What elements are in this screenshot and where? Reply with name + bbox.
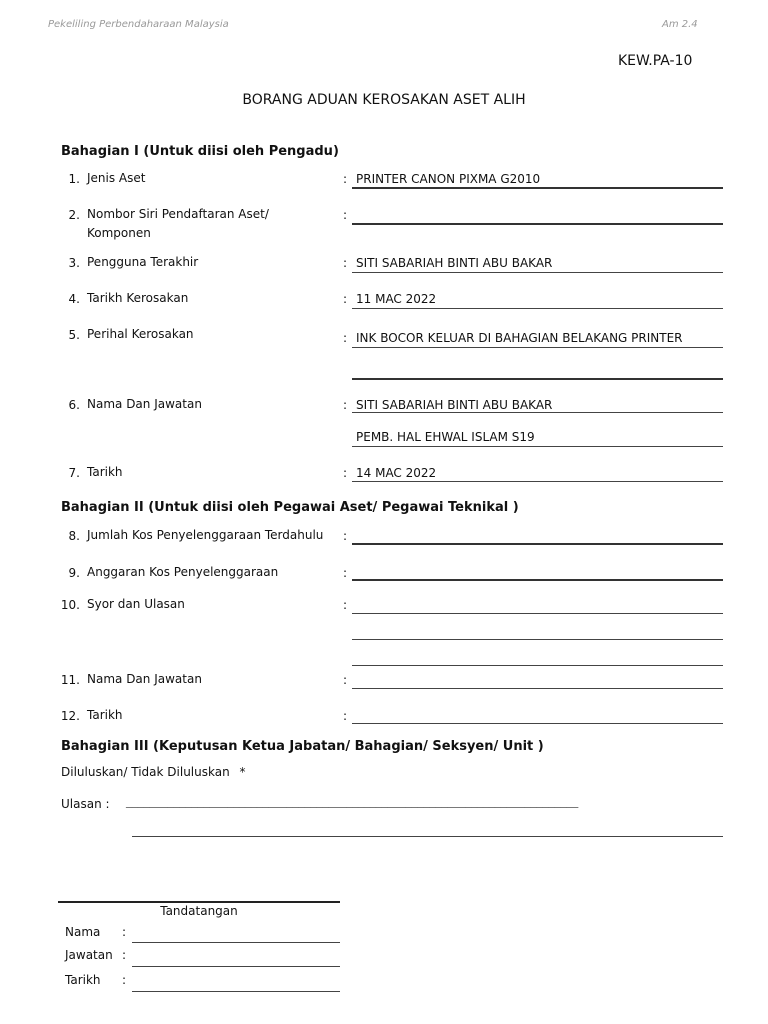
anggaran-kos-line	[352, 579, 723, 581]
item-label: Syor dan Ulasan	[87, 597, 185, 611]
colon: :	[122, 948, 127, 962]
perihal-line	[352, 347, 723, 348]
syor-line-1	[352, 613, 723, 614]
colon: :	[122, 925, 127, 939]
section3-heading: Bahagian III (Keputusan Ketua Jabatan/ Bahagian/ Seksyen/ Unit )	[61, 739, 544, 754]
item-label: Perihal Kerosakan	[87, 327, 194, 341]
item-label: Jumlah Kos Penyelenggaraan Terdahulu	[87, 528, 324, 542]
item-number: 11.	[60, 673, 80, 687]
ulasan-line-2	[132, 836, 723, 837]
colon: :	[343, 566, 348, 580]
decision-label: Diluluskan/ Tidak Diluluskan	[61, 765, 230, 779]
item-number: 5.	[68, 328, 80, 342]
ulasan-label: Ulasan :	[61, 797, 110, 811]
tarikh-kerosakan-line	[352, 308, 723, 309]
item-number: 2.	[68, 208, 80, 222]
asterisk: *	[239, 765, 246, 779]
tarikh-line	[352, 481, 723, 482]
ulasan-underscores: ____________________________________________________________________________	[126, 794, 579, 808]
item-label-line2: Komponen	[87, 226, 151, 240]
item-label: Tarikh	[87, 708, 123, 722]
perihal-value: INK BOCOR KELUAR DI BAHAGIAN BELAKANG PRINTER	[356, 331, 683, 345]
item-label: Pengguna Terakhir	[87, 255, 199, 269]
item-number: 7.	[68, 466, 80, 480]
sig-jawatan-line	[132, 966, 340, 967]
syor-line-3	[352, 665, 723, 666]
colon: :	[343, 208, 348, 222]
item-label-line1: Nombor Siri Pendaftaran Aset/	[87, 207, 269, 221]
colon: :	[343, 292, 348, 306]
form-code: KEW.PA-10	[618, 53, 693, 69]
item-label: Tarikh Kerosakan	[87, 291, 189, 305]
nama-line	[352, 412, 723, 413]
form-title: BORANG ADUAN KEROSAKAN ASET ALIH	[242, 92, 526, 108]
colon: :	[343, 256, 348, 270]
item-number: 4.	[68, 292, 80, 306]
header-right-text: Am 2.4	[662, 19, 698, 30]
nama-value: SITI SABARIAH BINTI ABU BAKAR	[356, 398, 553, 412]
jawatan-line	[352, 446, 723, 447]
item-label: Jenis Aset	[87, 171, 146, 185]
colon: :	[343, 598, 348, 612]
item-number: 10.	[60, 598, 80, 612]
item-label: Nama Dan Jawatan	[87, 397, 202, 411]
colon: :	[343, 529, 348, 543]
nombor-siri-line	[352, 223, 723, 225]
decision-text	[61, 765, 246, 779]
colon: :	[343, 172, 348, 186]
nama-jawatan-line	[352, 688, 723, 689]
header-left-text: Pekeliling Perbendaharaan Malaysia	[48, 19, 229, 30]
section2-heading: Bahagian II (Untuk diisi oleh Pegawai Aset/ Pegawai Teknikal )	[61, 500, 519, 515]
tarikh-2-line	[352, 723, 723, 724]
item-number: 9.	[68, 566, 80, 580]
colon: :	[343, 398, 348, 412]
tarikh-value: 14 MAC 2022	[356, 466, 437, 480]
jenis-aset-value: PRINTER CANON PIXMA G2010	[356, 172, 541, 186]
sig-tarikh-label: Tarikh	[65, 973, 101, 987]
item-label: Anggaran Kos Penyelenggaraan	[87, 565, 279, 579]
sig-jawatan-label: Jawatan	[65, 948, 113, 962]
item-label: Nama Dan Jawatan	[87, 672, 202, 686]
signature-line	[58, 901, 340, 903]
colon: :	[343, 331, 348, 345]
item-label: Tarikh	[87, 465, 123, 479]
pengguna-value: SITI SABARIAH BINTI ABU BAKAR	[356, 256, 553, 270]
signature-title: Tandatangan	[160, 904, 238, 918]
jawatan-value: PEMB. HAL EHWAL ISLAM S19	[356, 430, 535, 444]
jenis-aset-line	[352, 187, 723, 189]
sig-tarikh-line	[132, 991, 340, 992]
item-number: 3.	[68, 256, 80, 270]
item-number: 12.	[60, 709, 80, 723]
pengguna-line	[352, 272, 723, 273]
colon: :	[122, 973, 127, 987]
colon: :	[343, 466, 348, 480]
sig-nama-label: Nama	[65, 925, 101, 939]
item-number: 6.	[68, 398, 80, 412]
section1-heading: Bahagian I (Untuk diisi oleh Pengadu)	[61, 144, 339, 159]
item-number: 1.	[68, 172, 80, 186]
syor-line-2	[352, 639, 723, 640]
colon: :	[343, 673, 348, 687]
perihal-line-2	[352, 378, 723, 380]
tarikh-kerosakan-value: 11 MAC 2022	[356, 292, 437, 306]
jumlah-kos-line	[352, 543, 723, 545]
sig-nama-line	[132, 942, 340, 943]
colon: :	[343, 709, 348, 723]
item-number: 8.	[68, 529, 80, 543]
